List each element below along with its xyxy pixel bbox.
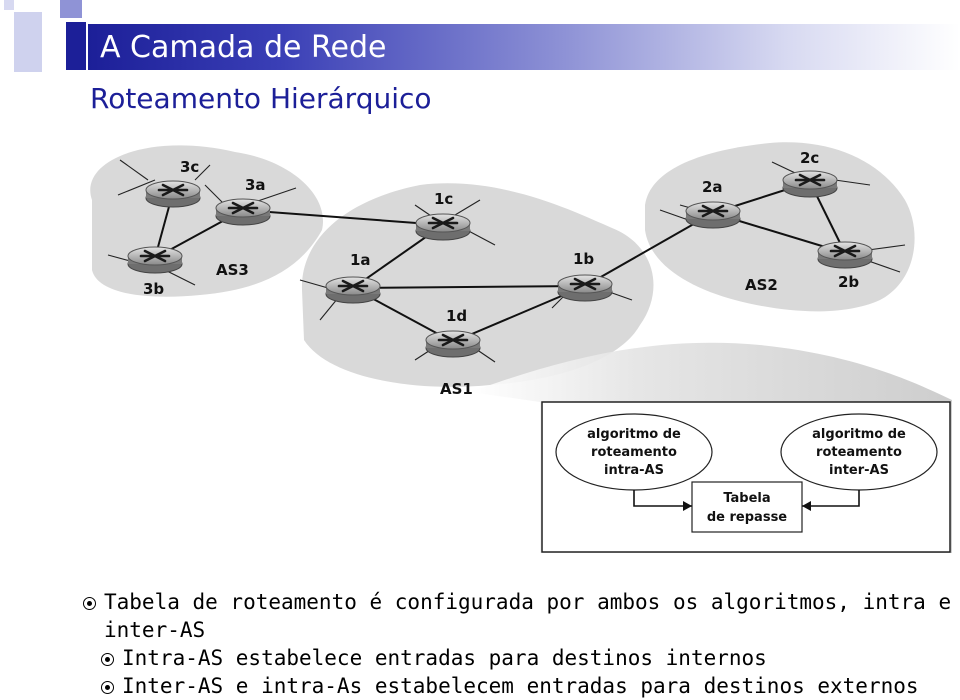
bullet-item: [80, 588, 950, 616]
router-label: 2a: [702, 178, 723, 196]
bullet-continuation: [80, 616, 950, 644]
inter-algo-line: roteamento: [816, 445, 902, 460]
router-1b: [558, 275, 612, 301]
router-3b: [128, 247, 182, 273]
router-1a: [326, 277, 380, 303]
as-label: AS3: [216, 261, 249, 279]
sub-bullet-item: [98, 672, 950, 700]
router-label: 3b: [143, 280, 165, 298]
table-line: de repasse: [706, 510, 788, 525]
router-label: 1b: [573, 250, 595, 268]
router-label: 3c: [180, 158, 200, 176]
router-label: 2c: [800, 149, 820, 167]
router-label: 2b: [838, 273, 860, 291]
router-label: 3a: [245, 176, 266, 194]
slide-title: A Camada de Rede: [100, 30, 387, 65]
as-label: AS1: [440, 380, 473, 398]
router-3c: [146, 181, 200, 207]
router-1c: [416, 214, 470, 240]
bullet-text: Inter-AS e intra-As estabelecem entradas para destinos externos: [122, 674, 919, 698]
inter-algo-line: inter-AS: [829, 463, 889, 478]
router-2c: [783, 171, 837, 197]
inter-algo-line: algoritmo de: [812, 427, 906, 442]
bullet-list: [80, 588, 950, 700]
as2-region: [645, 142, 915, 311]
intra-algo-line: algoritmo de: [587, 427, 681, 442]
sub-bullet-item: [98, 644, 950, 672]
router-label: 1c: [434, 190, 454, 208]
intra-algo-line: intra-AS: [604, 463, 664, 478]
table-line: Tabela: [723, 491, 771, 506]
bullet-icon: [101, 681, 114, 694]
slide-subtitle: Roteamento Hierárquico: [90, 82, 432, 115]
bullet-icon: [101, 653, 114, 666]
bullet-icon: [83, 597, 96, 610]
bullet-text: inter-AS: [104, 618, 206, 642]
router-1d: [426, 331, 480, 357]
router-2a: [686, 202, 740, 228]
intra-algo-line: roteamento: [591, 445, 677, 460]
as-label: AS2: [745, 276, 778, 294]
router-2b: [818, 242, 872, 268]
router-label: 1d: [446, 307, 468, 325]
router-3a: [216, 199, 270, 225]
router-label: 1a: [350, 251, 371, 269]
bullet-text: Tabela de roteamento é configurada por ambos os algoritmos, intra e: [104, 590, 952, 614]
bullet-text: Intra-AS estabelece entradas para destinos internos: [122, 646, 767, 670]
